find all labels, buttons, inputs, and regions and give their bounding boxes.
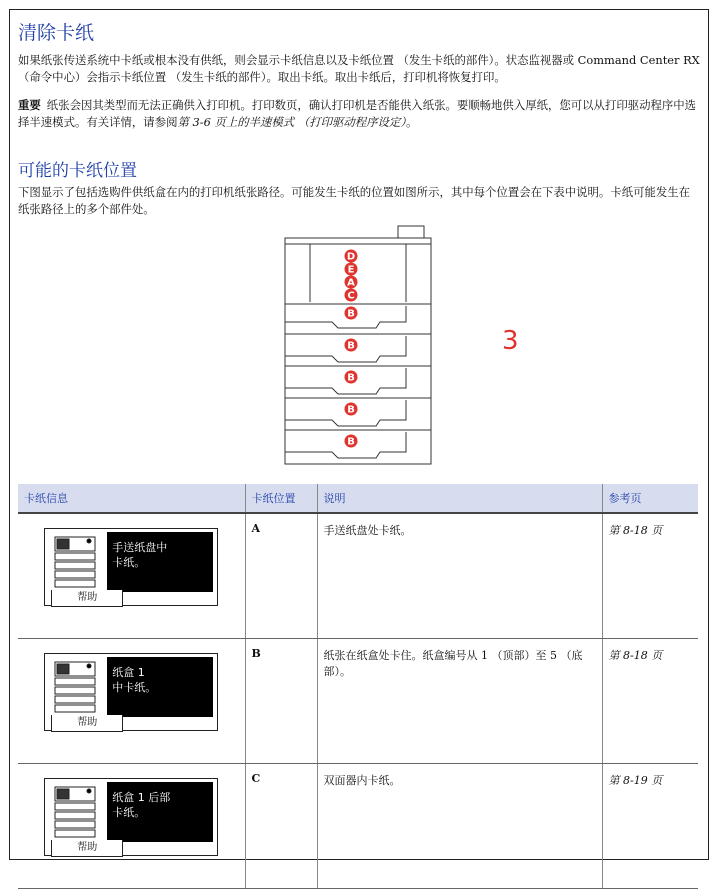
svg-text:C: C <box>347 290 355 302</box>
svg-text:D: D <box>346 251 356 263</box>
table-row <box>18 513 698 639</box>
table-header-row <box>18 484 698 513</box>
operation-panel <box>44 653 218 731</box>
jam-message-cell <box>18 639 245 764</box>
printer-icon <box>51 533 103 591</box>
svg-text:E: E <box>347 264 355 276</box>
panel-screen: 纸盒 1 中卡纸。 <box>107 657 213 717</box>
jam-location-table <box>18 484 698 889</box>
important-text: 纸张会因其类型而无法正确供入打印机。打印数页，确认打印机是否能供入纸张。要顺畅地供入厚纸，您可以从打印驱动程序中选择半速模式。有关详情，请参阅 <box>18 98 697 129</box>
jam-marker-a <box>345 276 358 289</box>
operation-panel <box>44 778 218 856</box>
table-row <box>18 764 698 889</box>
printer-icon <box>51 783 103 841</box>
panel-screen: 纸盒 1 后部 卡纸。 <box>107 782 213 842</box>
jam-location: B <box>245 639 317 764</box>
jam-marker-b <box>345 339 358 352</box>
header-reference-page: 参考页 <box>602 484 698 513</box>
jam-location: A <box>245 513 317 639</box>
svg-text:B: B <box>347 404 355 416</box>
reference-page-link[interactable]: 第 8-19 页 <box>602 764 698 889</box>
table-row <box>18 639 698 764</box>
svg-text:B: B <box>347 436 355 448</box>
jam-description: 双面器内卡纸。 <box>317 764 602 889</box>
callout-number: 3 <box>502 326 519 356</box>
important-label: 重要 <box>18 98 41 112</box>
important-end: 。 <box>406 115 418 129</box>
svg-text:A: A <box>347 277 355 289</box>
jam-marker-b <box>345 435 358 448</box>
jam-marker-b <box>345 371 358 384</box>
subsection-title: 可能的卡纸位置 <box>18 161 137 181</box>
header-jam-message: 卡纸信息 <box>18 484 245 513</box>
jam-location: C <box>245 764 317 889</box>
header-description: 说明 <box>317 484 602 513</box>
header-jam-location: 卡纸位置 <box>245 484 317 513</box>
subsection-paragraph: 下图显示了包括选购件供纸盒在内的打印机纸张路径。可能发生卡纸的位置如图所示，其中每个位置会在下表中说明。卡纸可能发生在纸张路径上的多个部件处。 <box>18 185 691 216</box>
jam-message-cell <box>18 764 245 889</box>
svg-text:B: B <box>347 372 355 384</box>
jam-description: 手送纸盘处卡纸。 <box>317 513 602 639</box>
jam-marker-c <box>345 289 358 302</box>
reference-page-link[interactable]: 第 8-18 页 <box>602 639 698 764</box>
half-speed-reference[interactable]: 第 3-6 页上的半速模式 （打印驱动程序设定） <box>177 115 407 129</box>
jam-description: 纸张在纸盒处卡住。纸盒编号从 1 （顶部）至 5 （底部）。 <box>317 639 602 764</box>
help-button[interactable]: 帮助 <box>51 840 123 857</box>
intro-paragraph: 如果纸张传送系统中卡纸或根本没有供纸，则会显示卡纸信息以及卡纸位置 （发生卡纸的部件）。状态监视器或 Command Center RX （命令中心）会指示卡纸位置 （发生卡纸的部件）。取出卡纸。取出卡纸后，打印机将恢复打印。 <box>18 53 700 84</box>
jam-marker-e <box>345 263 358 276</box>
jam-message-cell <box>18 513 245 639</box>
svg-text:B: B <box>347 340 355 352</box>
operation-panel <box>44 528 218 606</box>
important-note <box>18 97 700 131</box>
page-title: 清除卡纸 <box>18 22 95 44</box>
reference-page-link[interactable]: 第 8-18 页 <box>602 513 698 639</box>
jam-marker-b <box>345 403 358 416</box>
printer-icon <box>51 658 103 716</box>
jam-marker-b <box>345 307 358 320</box>
jam-marker-d <box>345 250 358 263</box>
help-button[interactable]: 帮助 <box>51 590 123 607</box>
svg-text:B: B <box>347 308 355 320</box>
paper-path-diagram <box>284 224 434 466</box>
panel-screen: 手送纸盘中 卡纸。 <box>107 532 213 592</box>
help-button[interactable]: 帮助 <box>51 715 123 732</box>
